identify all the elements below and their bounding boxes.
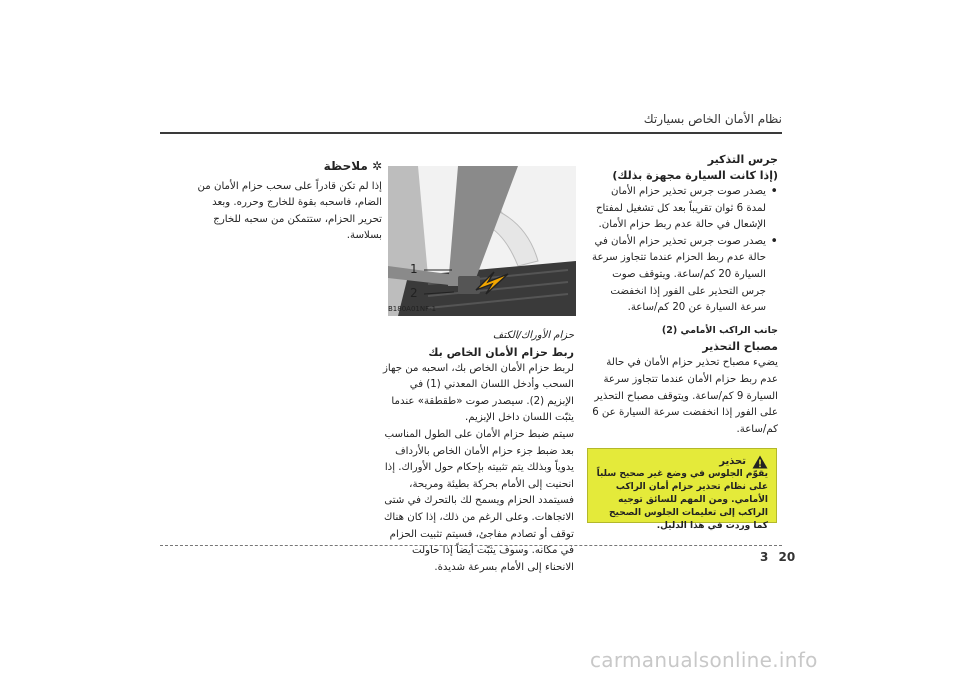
reminder-section — [592, 152, 778, 438]
page-section: 3 — [760, 550, 769, 564]
warning-triangle-icon — [752, 455, 768, 469]
footer-divider — [160, 545, 782, 546]
belt-type-subtitle: حزام الأوراك/الكتف — [492, 330, 574, 341]
photo-id: B180A01NF-1 — [388, 305, 437, 313]
page-number — [760, 550, 795, 564]
reminder-heading: جرس التذكير — [707, 153, 778, 166]
chapter-title: نظام الأمان الخاص بسيارتك — [643, 112, 782, 126]
reminder-subheading: (إذا كانت السيارة مجهزة بذلك) — [612, 169, 778, 182]
reminder-bullet-2: • يصدر صوت جرس تحذير حزام الأمان في حالة عدم ربط الحزام عندما تتجاوز سرعة السيارة 20 كم/ساعة. ويتوقف صوت جرس التحذير على الفور إذا انخفضت سرعة السيارة عن 20 كم/ساعة. — [592, 234, 778, 317]
callout-1: 1 — [410, 262, 418, 276]
callout-2: 2 — [410, 286, 418, 300]
warning-box — [587, 448, 777, 531]
warning-light-heading: مصباح التحذير — [702, 340, 778, 354]
warning-text: يقوّم الجلوس في وضع غير صحيح سلباً على نظام تحذير حزام أمان الراكب الأمامي. ومن المهم للسائق توجيه الراكب إلى تعليمات الجلوس الصحيح كما وردت في هذا الدليل. — [596, 469, 768, 531]
note-text: إذا لم تكن قادراً على سحب حزام الأمان من الضام، فاسحبه بقوة للخارج وحرره. وبعد تحرير الحزام، ستتمكن من سحبه للخارج بسلاسة. — [197, 180, 382, 242]
watermark: carmanualsonline.info — [590, 648, 818, 672]
asterisk-icon: ✲ — [367, 159, 382, 173]
passenger-side-label: جانب الراكب الأمامي (2) — [661, 324, 778, 336]
fastening-paragraph-2: سيتم ضبط حزام الأمان على الطول المناسب بعد ضبط جزء حزام الأمان الخاص بالأرداف يدوياً وبذلك يتم تثبيته بإحكام حول الأوراك. إذا انحنيت إلى الأمام بحركة بطيئة ومريحة، فسيتمدد الحزام ويسمح لك بالتحرك في شتى الاتجاهات. وعلى الرغم من ذلك، إذا كان هناك توقف أو تصادم مفاجئ، فسيتم تثبيت الحزام في مكانه. وسوف يثبّت أيضاً إذا حاولت الانحناء إلى الأمام بسرعة شديدة. — [384, 428, 574, 573]
note-header — [196, 158, 382, 175]
seatbelt-photo — [388, 166, 576, 316]
page-index: 20 — [778, 550, 796, 564]
reminder-bullet-1: • يصدر صوت جرس تحذير حزام الأمان لمدة 6 ثوان تقريباً بعد كل تشغيل لمفتاح الإشعال في حالة عدم ربط حزام الأمان. — [592, 184, 778, 234]
fastening-heading: ربط حزام الأمان الخاص بك — [428, 345, 574, 359]
note-heading: ملاحظة — [323, 159, 368, 173]
header-divider — [160, 132, 782, 134]
note-section — [196, 158, 382, 245]
fastening-section — [382, 328, 574, 576]
warning-title: تحذير — [719, 456, 746, 467]
warning-light-paragraph: يضيء مصباح تحذير حزام الأمان في حالة عدم ربط حزام الأمان عندما تتجاوز سرعة السيارة 9 كم/ساعة. ويتوقف مصباح التحذير على الفور إذا انخفضت سرعة السيارة عن 6 كم/ساعة. — [592, 357, 778, 435]
fastening-paragraph-1: لربط حزام الأمان الخاص بك، اسحبه من جهاز السحب وأدخل اللسان المعدني (1) في الإبزيم (2). سيصدر صوت «طقطقة» عندما يثبّت اللسان داخل الإبزيم. — [383, 362, 574, 424]
